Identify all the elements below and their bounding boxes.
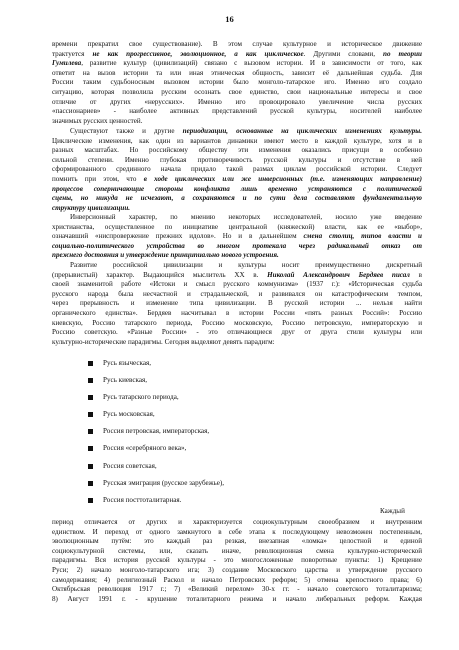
text-line: эволюционным путём: это каждый раз резкая, внезапная «ломка» целостной и единой — [52, 537, 422, 546]
paragraph-5 — [52, 518, 422, 604]
paragraph-1 — [52, 40, 422, 126]
square-bullet-icon — [88, 395, 93, 400]
square-bullet-icon — [88, 498, 93, 503]
text-line: «пассионариев» - наиболее активных представлений русской культуры, носителей наиболее — [52, 107, 422, 116]
list-item: Русь киевская, — [88, 376, 224, 393]
text-line: отличие от других «нерусских». Именно иго провоцировало увеличение числа русских — [52, 97, 422, 106]
text-line: христианства, осуществленное по инициативе центральной (княжеской) власти, как ее «выбор», — [52, 222, 422, 231]
text-line: парадигмы. Вся история русской культуры - это многосложенные поворотные пункты: 1) Крещение — [52, 556, 422, 565]
page-number: 16 — [225, 14, 234, 24]
text-line: Циклические изменения, как один из вариантов динамики имеют место в каждой культуре, хотя и в — [52, 136, 422, 145]
text-line: своей знаменитой работе «Истоки и смысл русского коммунизма» (1937 г.): «Историческая судьба — [52, 280, 422, 289]
text-line: прежнего достояния и утверждение принципиально нового устроения. — [52, 251, 279, 260]
text-line: значимых русских ценностей. — [52, 116, 143, 125]
list-item: Русская эмиграция (русское зарубежье), — [88, 479, 224, 496]
text-line: помнить при этом, что в ходе циклических или же инверсионных (т.е. изменяющих направление) — [52, 174, 422, 183]
text-line: Развитие российской цивилизации и культуры носит преимущественно дискретный — [70, 261, 422, 269]
text-line: 8) Август 1991 г. - крушение тоталитарного режима и начало либеральных реформ. Каждая — [52, 594, 422, 603]
text-line: ответит на вызов истории та или иная этническая общность, зависит её дальнейшая судьба. Для — [52, 68, 422, 77]
square-bullet-icon — [88, 429, 93, 434]
text-line: Инверсионный характер, по мнению некоторых исследователей, носило уже введение — [70, 213, 422, 221]
text-line: период отличается от других и характеризуется социокультурным своеобразием и внутренним — [52, 518, 422, 526]
square-bullet-icon — [88, 446, 93, 451]
text-line: России таким судьбоносным вызовом истории было монголо-татарское иго. Именно иго создало — [52, 78, 422, 87]
list-item: Русь московская, — [88, 410, 224, 427]
text-line: Руси; 2) начало монголо-татарского ига; 3) создание Московского царства и утверждение русского — [52, 565, 422, 574]
text-line: сцены, но никуда не исчезают, а сохраняются и по сути дела составляют фундаментальную — [52, 194, 422, 203]
text-line: сильной степени. Именно глубокая противоречивость русской культуры и отсутствие в ней — [52, 155, 422, 164]
text-line: Существуют также и другие периодизации, основанные на циклических изменениях культуры. — [70, 127, 422, 135]
text-line: структуру цивилизации. — [52, 203, 131, 212]
list-item: Россия петровская, императорская, — [88, 427, 224, 444]
text-line: разных масштабах. Но российскому обществу эти изменения оказались присущи в особенно — [52, 146, 422, 155]
text-line: киевскую, Россию татарского периода, Россию московскую, Россию петровскую, императорскую и — [52, 318, 422, 327]
text-line: органического единства». Бердяев насчитывал в истории России «пять разных Россий»: Россию — [52, 308, 422, 317]
text-line: через прерывность и изменение типа цивилизации. В русской истории ... нельзя найти — [52, 299, 422, 308]
text-line: ситуацию, которая позволила русским осознать свое единство, свои национальные интересы и свое — [52, 87, 422, 96]
text-line: процессов соперничающие стороны конфликта лишь временно устраняются с политической — [52, 184, 422, 193]
text-line: сформированного срединного начала придало такой размах циклам российской истории. Следует — [52, 165, 422, 174]
list-item: Русь татарского периода, — [88, 393, 224, 410]
paragraph-2 — [52, 127, 422, 213]
text-line: Гумилева, развитие культур (цивилизаций) связано с вызовом истории. И в зависимости от того, как — [52, 59, 422, 68]
text-line: культурно-исторические парадигмы. Сегодня выделяют девять парадигм: — [52, 337, 275, 346]
list-item: Русь языческая, — [88, 359, 224, 376]
paradigm-list — [88, 359, 224, 513]
text-line: социокультурной системы, или, сказать иначе, революционная смена культурно-исторической — [52, 546, 422, 555]
text-line: означавший «ниспровержение прежних идолов». Но и в дальнейшем смена столиц, типов власти и — [52, 232, 422, 241]
square-bullet-icon — [88, 412, 93, 417]
text-line: времени прекратил свое существование). В этом случае культурное и историческое движение — [52, 40, 422, 48]
text-line: социально-политического устройства во многом протекала через радикальный отказ от — [52, 241, 422, 250]
paragraph-4 — [52, 261, 422, 347]
square-bullet-icon — [88, 378, 93, 383]
continuation-word: Каждый — [380, 507, 405, 515]
square-bullet-icon — [88, 361, 93, 366]
square-bullet-icon — [88, 464, 93, 469]
text-line: трактуется не как прогрессивное, эволюционное, а как циклическое. Другими словами, по теории — [52, 49, 422, 58]
list-item: Россия советская, — [88, 462, 224, 479]
text-line: единством. И переход от одного замкнутого в себе этапа к последующему невозможен постепенным, — [52, 527, 422, 536]
text-line: (прерывистый) характер. Выдающийся мыслитель XX в. Николай Александрович Бердяев писал в — [52, 270, 422, 279]
list-item: Россия «серебряного века», — [88, 444, 224, 461]
paragraph-3 — [52, 213, 422, 261]
text-line: Россию советскую. «Разные России» - это отличающиеся друг от друга стили культуры или — [52, 328, 422, 337]
list-item: Россия посттоталитарная. — [88, 496, 224, 513]
text-line: русского народа была несчастной и страдальческой, и развивался он катастрофическим темпом, — [52, 289, 422, 298]
square-bullet-icon — [88, 481, 93, 486]
text-line: Октябрьская революция 1917 г.; 7) «Великий перелом» 30-х гг. - начало советского тоталитаризма; — [52, 585, 422, 594]
text-line: самодержавия; 4) религиозный Раскол и начало Петровских реформ; 5) отмена крепостного права; 6) — [52, 575, 422, 584]
